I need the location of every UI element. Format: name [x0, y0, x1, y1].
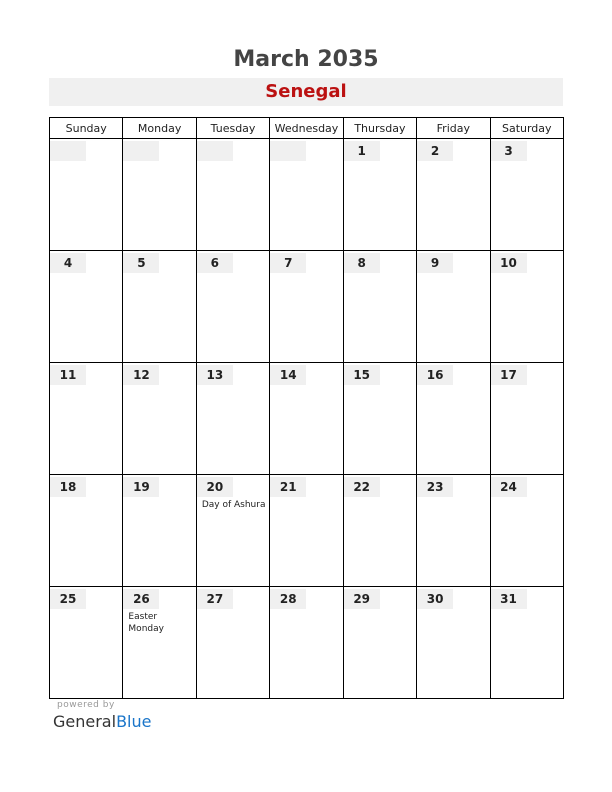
- day-cell: [50, 475, 123, 587]
- day-number: [123, 141, 159, 161]
- day-cell: [50, 139, 123, 251]
- day-number: 23: [417, 477, 453, 497]
- day-number: 27: [197, 589, 233, 609]
- day-number: 29: [344, 589, 380, 609]
- weekday-header-row: [50, 118, 564, 139]
- weekday-wednesday: Wednesday: [270, 118, 343, 139]
- day-number: 11: [50, 365, 86, 385]
- day-cell: [270, 251, 343, 363]
- day-number: 14: [270, 365, 306, 385]
- day-number: 28: [270, 589, 306, 609]
- day-cell: [343, 251, 416, 363]
- day-number: 26: [123, 589, 159, 609]
- day-cell: [196, 475, 269, 587]
- weekday-monday: Monday: [123, 118, 196, 139]
- day-number: 1: [344, 141, 380, 161]
- day-number: 3: [491, 141, 527, 161]
- day-cell: [343, 475, 416, 587]
- day-cell: [50, 251, 123, 363]
- day-number: [197, 141, 233, 161]
- day-number: 17: [491, 365, 527, 385]
- week-row: [50, 363, 564, 475]
- day-cell: [270, 363, 343, 475]
- day-cell: [270, 587, 343, 699]
- weekday-tuesday: Tuesday: [196, 118, 269, 139]
- day-cell: [123, 139, 196, 251]
- day-cell: [490, 251, 563, 363]
- calendar-grid: [49, 117, 564, 699]
- weekday-friday: Friday: [417, 118, 490, 139]
- day-number: 13: [197, 365, 233, 385]
- day-number: 24: [491, 477, 527, 497]
- week-row: [50, 251, 564, 363]
- day-cell: [417, 363, 490, 475]
- day-number: 22: [344, 477, 380, 497]
- day-cell: [270, 475, 343, 587]
- day-number: 2: [417, 141, 453, 161]
- day-number: 21: [270, 477, 306, 497]
- day-number: 16: [417, 365, 453, 385]
- day-number: 7: [270, 253, 306, 273]
- day-number: 15: [344, 365, 380, 385]
- day-cell: [490, 587, 563, 699]
- day-cell: [343, 363, 416, 475]
- day-cell: [123, 475, 196, 587]
- day-cell: [490, 139, 563, 251]
- brand-general: General: [53, 712, 117, 731]
- day-cell: [196, 251, 269, 363]
- day-number: 12: [123, 365, 159, 385]
- weekday-saturday: Saturday: [490, 118, 563, 139]
- day-cell: [417, 475, 490, 587]
- day-number: 31: [491, 589, 527, 609]
- day-cell: [123, 251, 196, 363]
- day-cell: [343, 139, 416, 251]
- day-number: [50, 141, 86, 161]
- day-number: 10: [491, 253, 527, 273]
- day-number: 25: [50, 589, 86, 609]
- weekday-sunday: Sunday: [50, 118, 123, 139]
- week-row: [50, 587, 564, 699]
- day-number: 6: [197, 253, 233, 273]
- day-cell: [417, 139, 490, 251]
- day-number: 4: [50, 253, 86, 273]
- day-number: 30: [417, 589, 453, 609]
- weekday-thursday: Thursday: [343, 118, 416, 139]
- day-cell: [50, 363, 123, 475]
- day-number: 20: [197, 477, 233, 497]
- week-row: [50, 139, 564, 251]
- day-number: 5: [123, 253, 159, 273]
- day-cell: [50, 587, 123, 699]
- brand-blue: Blue: [116, 712, 152, 731]
- day-number: 8: [344, 253, 380, 273]
- country-banner: [49, 78, 563, 106]
- powered-by-label: powered by: [57, 700, 115, 710]
- day-cell: [196, 139, 269, 251]
- day-cell: [490, 363, 563, 475]
- page-title: March 2035: [233, 47, 379, 72]
- holiday-label: Easter Monday: [128, 612, 164, 634]
- day-cell: [490, 475, 563, 587]
- holiday-label: Day of Ashura: [201, 500, 266, 510]
- day-cell: [417, 587, 490, 699]
- day-number: 19: [123, 477, 159, 497]
- country-name: Senegal: [265, 81, 347, 102]
- day-number: 18: [50, 477, 86, 497]
- generalblue-logo[interactable]: [53, 712, 151, 731]
- day-cell: [123, 587, 196, 699]
- day-cell: [343, 587, 416, 699]
- day-cell: [123, 363, 196, 475]
- week-row: [50, 475, 564, 587]
- day-number: [270, 141, 306, 161]
- day-cell: [196, 363, 269, 475]
- day-cell: [270, 139, 343, 251]
- day-cell: [196, 587, 269, 699]
- day-cell: [417, 251, 490, 363]
- day-number: 9: [417, 253, 453, 273]
